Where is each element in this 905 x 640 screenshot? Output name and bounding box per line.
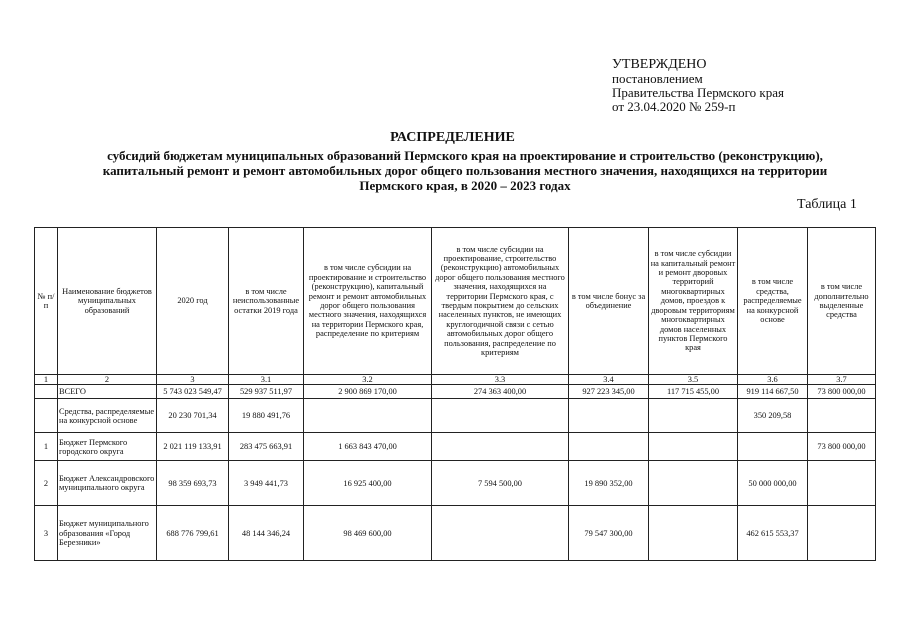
cell-value: 7 594 500,00	[432, 461, 569, 506]
row-number	[35, 399, 58, 433]
table-row	[35, 506, 876, 561]
budget-name: Бюджет Пермского городского округа	[58, 433, 157, 461]
cell-value: 274 363 400,00	[432, 385, 569, 399]
cell-value	[432, 399, 569, 433]
cell-value: 20 230 701,34	[157, 399, 229, 433]
cell-value: 98 469 600,00	[304, 506, 432, 561]
cell-value	[808, 506, 876, 561]
row-number: 1	[35, 433, 58, 461]
column-header: в том числе неиспользованные остатки 2019 года	[229, 228, 304, 375]
table-label: Таблица 1	[797, 197, 857, 212]
cell-value	[304, 399, 432, 433]
cell-value: 3 949 441,73	[229, 461, 304, 506]
cell-value	[569, 433, 649, 461]
cell-value: 529 937 511,97	[229, 385, 304, 399]
cell-value: 73 800 000,00	[808, 385, 876, 399]
cell-value: 2 021 119 133,91	[157, 433, 229, 461]
column-header: в том числе дополнительно выделенные средства	[808, 228, 876, 375]
cell-value: 50 000 000,00	[738, 461, 808, 506]
column-header: Наименование бюджетов муниципальных образований	[58, 228, 157, 375]
column-index: 3.7	[808, 375, 876, 385]
budget-name: Бюджет муниципального образования «Город Березники»	[58, 506, 157, 561]
cell-value: 73 800 000,00	[808, 433, 876, 461]
column-header: в том числе бонус за объединение	[569, 228, 649, 375]
cell-value	[569, 399, 649, 433]
approval-heading: УТВЕРЖДЕНО	[612, 57, 707, 72]
cell-value	[432, 433, 569, 461]
budget-name: Бюджет Александровского муниципального округа	[58, 461, 157, 506]
cell-value: 5 743 023 549,47	[157, 385, 229, 399]
document-title: РАСПРЕДЕЛЕНИЕ	[390, 130, 515, 145]
table-row	[35, 399, 876, 433]
column-header: в том числе средства, распределяемые на конкурсной основе	[738, 228, 808, 375]
header-row	[35, 228, 876, 375]
column-index: 2	[58, 375, 157, 385]
cell-value	[738, 433, 808, 461]
cell-value	[649, 461, 738, 506]
cell-value: 927 223 345,00	[569, 385, 649, 399]
cell-value: 19 890 352,00	[569, 461, 649, 506]
row-number: 3	[35, 506, 58, 561]
row-number: 2	[35, 461, 58, 506]
cell-value: 919 114 667,50	[738, 385, 808, 399]
column-header: № п/п	[35, 228, 58, 375]
cell-value: 283 475 663,91	[229, 433, 304, 461]
cell-value	[432, 506, 569, 561]
column-index: 1	[35, 375, 58, 385]
approval-block	[612, 58, 784, 114]
row-number	[35, 385, 58, 399]
column-index: 3	[157, 375, 229, 385]
cell-value: 1 663 843 470,00	[304, 433, 432, 461]
column-index: 3.4	[569, 375, 649, 385]
column-header: в том числе субсидии на проектирование и строительство (реконструкцию), капитальный ремонт и ремонт автомобильных дорог общего пользования местного значения, находящихся на территории Пермского края, распределение по критериям	[304, 228, 432, 375]
column-index: 3.2	[304, 375, 432, 385]
distribution-table	[34, 227, 876, 561]
cell-value	[649, 433, 738, 461]
cell-value: 48 144 346,24	[229, 506, 304, 561]
document-subtitle: субсидий бюджетам муниципальных образований Пермского края на проектирование и строительство (реконструкцию), капитальный ремонт и ремонт автомобильных дорог общего пользования местного значения, находящихся на территории Пермского края, в 2020 – 2023 годах	[102, 148, 828, 193]
column-index: 3.5	[649, 375, 738, 385]
table-row	[35, 385, 876, 399]
column-index: 3.1	[229, 375, 304, 385]
cell-value: 19 880 491,76	[229, 399, 304, 433]
cell-value: 350 209,58	[738, 399, 808, 433]
cell-value: 117 715 455,00	[649, 385, 738, 399]
cell-value: 462 615 553,37	[738, 506, 808, 561]
table-row	[35, 433, 876, 461]
cell-value: 98 359 693,73	[157, 461, 229, 506]
cell-value	[649, 506, 738, 561]
table-row	[35, 461, 876, 506]
column-index: 3.3	[432, 375, 569, 385]
column-index-row	[35, 375, 876, 385]
budget-name: Средства, распределяемые на конкурсной основе	[58, 399, 157, 433]
approval-line: Правительства Пермского края	[612, 85, 784, 100]
cell-value: 2 900 869 170,00	[304, 385, 432, 399]
approval-date: от 23.04.2020 № 259-п	[612, 99, 736, 114]
column-header: 2020 год	[157, 228, 229, 375]
column-header: в том числе субсидии на капитальный ремонт и ремонт дворовых территорий многоквартирных домов, проездов к дворовым территориям многоквартирных домов населенных пунктов Пермского края	[649, 228, 738, 375]
column-header: в том числе субсидии на проектирование, строительство (реконструкцию) автомобильных дорог общего пользования местного значения, находящихся на территории Пермского края, с твердым покрытием до сельских населенных пунктов, не имеющих круглогодичной связи с сетью автомобильных дорог общего пользования, распределение по критериям	[432, 228, 569, 375]
cell-value	[808, 461, 876, 506]
column-index: 3.6	[738, 375, 808, 385]
approval-line: постановлением	[612, 71, 703, 86]
cell-value: 16 925 400,00	[304, 461, 432, 506]
cell-value	[649, 399, 738, 433]
budget-name: ВСЕГО	[58, 385, 157, 399]
cell-value: 79 547 300,00	[569, 506, 649, 561]
cell-value	[808, 399, 876, 433]
cell-value: 688 776 799,61	[157, 506, 229, 561]
